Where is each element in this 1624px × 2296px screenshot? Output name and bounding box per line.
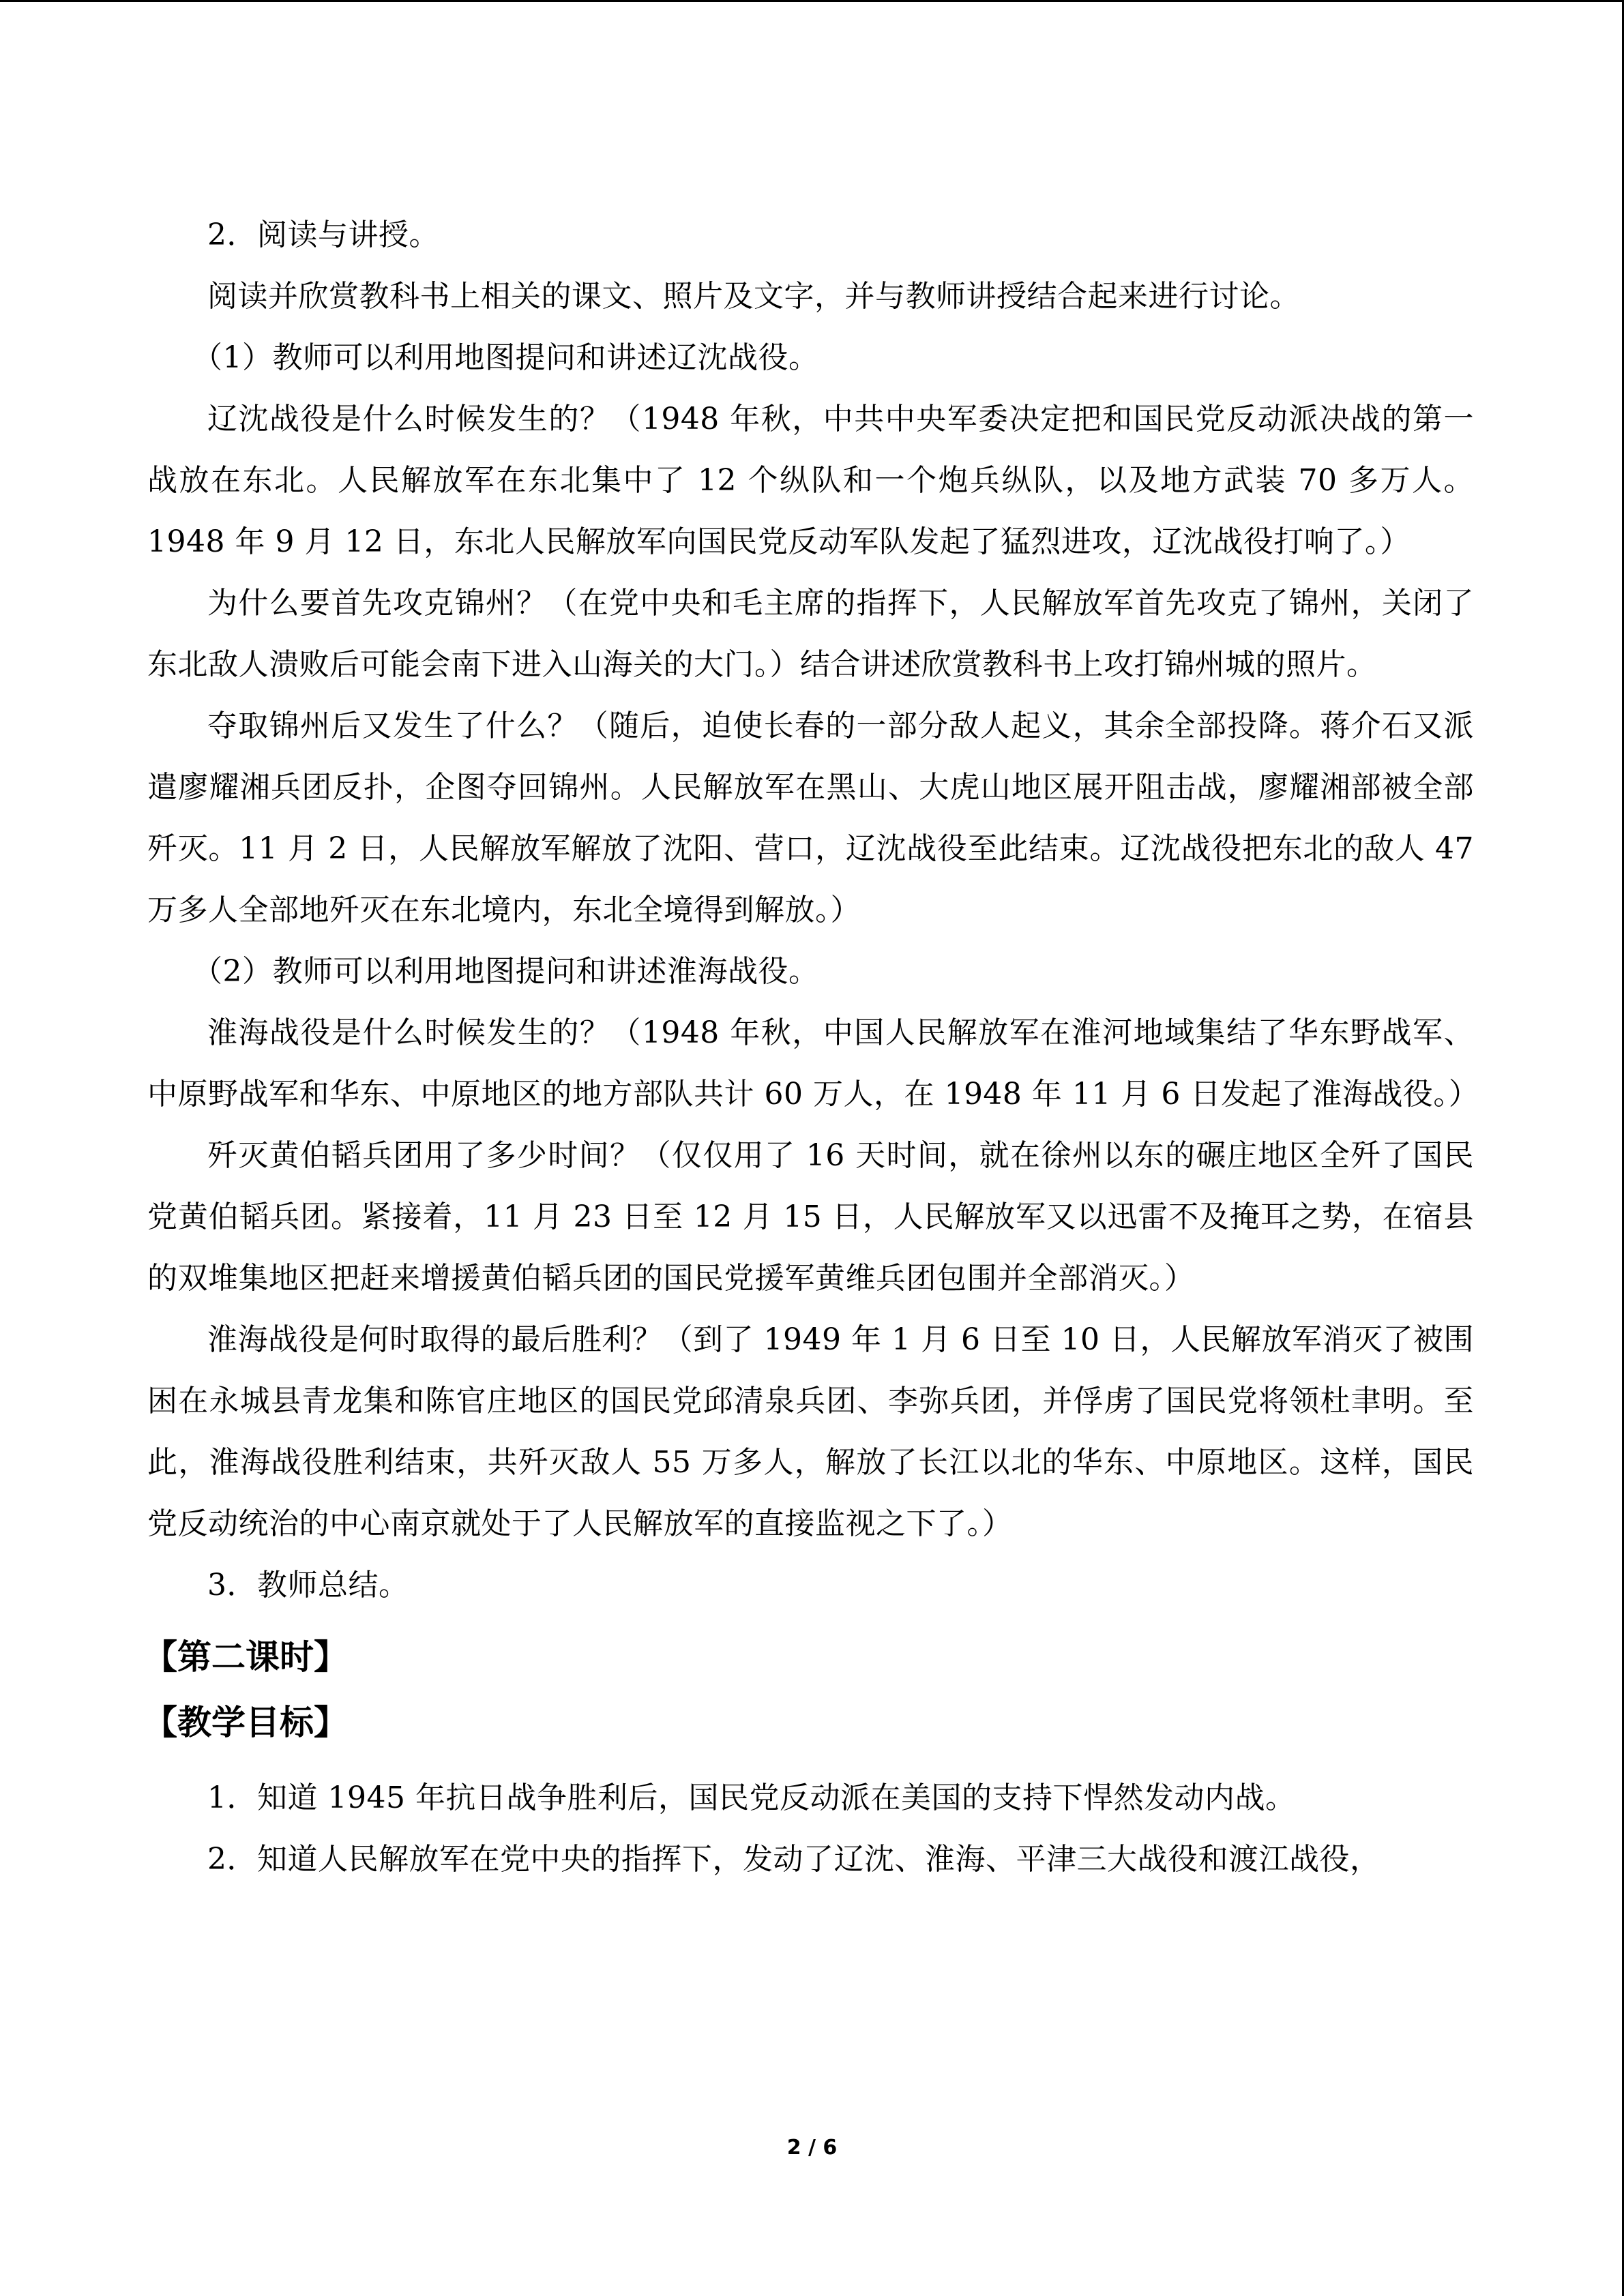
document-body xyxy=(143,205,1479,1890)
paragraph: 2．知道人民解放军在党中央的指挥下，发动了辽沈、淮海、平津三大战役和渡江战役， xyxy=(207,1842,1381,1877)
paragraph: （1）教师可以利用地图提问和讲述辽沈战役。 xyxy=(192,340,819,375)
paragraph: 1．知道 1945 年抗日战争胜利后，国民党反动派在美国的支持下悍然发动内战。 xyxy=(207,1780,1296,1815)
paragraph: （2）教师可以利用地图提问和讲述淮海战役。 xyxy=(192,954,819,989)
paragraph: 淮海战役是什么时候发生的？（1948 年秋，中国人民解放军在淮河地域集结了华东野战军、中原野战军和华东、中原地区的地方部队共计 60 万人，在 1948 年 11 月 6 日发起了淮海战役。） xyxy=(147,1015,1479,1112)
paragraph: 3．教师总结。 xyxy=(207,1568,409,1602)
paragraph: 阅读并欣赏教科书上相关的课文、照片及文字，并与教师讲授结合起来进行讨论。 xyxy=(207,279,1300,314)
paragraph: 淮海战役是何时取得的最后胜利？（到了 1949 年 1 月 6 日至 10 日，人民解放军消灭了被围困在永城县青龙集和陈官庄地区的国民党邱清泉兵团、李弥兵团，并俘虏了国民党将领杜聿明。至此，淮海战役胜利结束，共歼灭敌人 55 万多人，解放了长江以北的华东、中原地区。这样，国民党反动统治的中心南京就处于了人民解放军的直接监视之下了。） xyxy=(147,1322,1474,1541)
section-heading-lesson: 【第二课时】 xyxy=(143,1637,348,1677)
paragraph: 为什么要首先攻克锦州？（在党中央和毛主席的指挥下，人民解放军首先攻克了锦州，关闭了东北敌人溃败后可能会南下进入山海关的大门。）结合讲述欣赏教科书上攻打锦州城的照片。 xyxy=(147,586,1474,682)
section-heading-goals: 【教学目标】 xyxy=(143,1703,348,1742)
paragraph: 歼灭黄伯韬兵团用了多少时间？（仅仅用了 16 天时间，就在徐州以东的碾庄地区全歼了国民党黄伯韬兵团。紧接着，11 月 23 日至 12 月 15 日，人民解放军又以迅雷不及掩耳之势，在宿县的双堆集地区把赶来增援黄伯韬兵团的国民党援军黄维兵团包围并全部消灭。） xyxy=(147,1138,1474,1296)
paragraph: 辽沈战役是什么时候发生的？（1948 年秋，中共中央军委决定把和国民党反动派决战的第一战放在东北。人民解放军在东北集中了 12 个纵队和一个炮兵纵队，以及地方武装 70 多万人。1948 年 9 月 12 日，东北人民解放军向国民党反动军队发起了猛烈进攻，辽沈战役打响了。） xyxy=(147,402,1474,559)
page-number: 2 / 6 xyxy=(786,2136,838,2160)
top-border-line xyxy=(0,0,1624,2)
paragraph: 夺取锦州后又发生了什么？（随后，迫使长春的一部分敌人起义，其余全部投降。蒋介石又派遣廖耀湘兵团反扑，企图夺回锦州。人民解放军在黑山、大虎山地区展开阻击战，廖耀湘部被全部歼灭。11 月 2 日，人民解放军解放了沈阳、营口，辽沈战役至此结束。辽沈战役把东北的敌人 47 万多人全部地歼灭在东北境内，东北全境得到解放。） xyxy=(147,709,1474,927)
paragraph: 2．阅读与讲授。 xyxy=(207,218,439,252)
